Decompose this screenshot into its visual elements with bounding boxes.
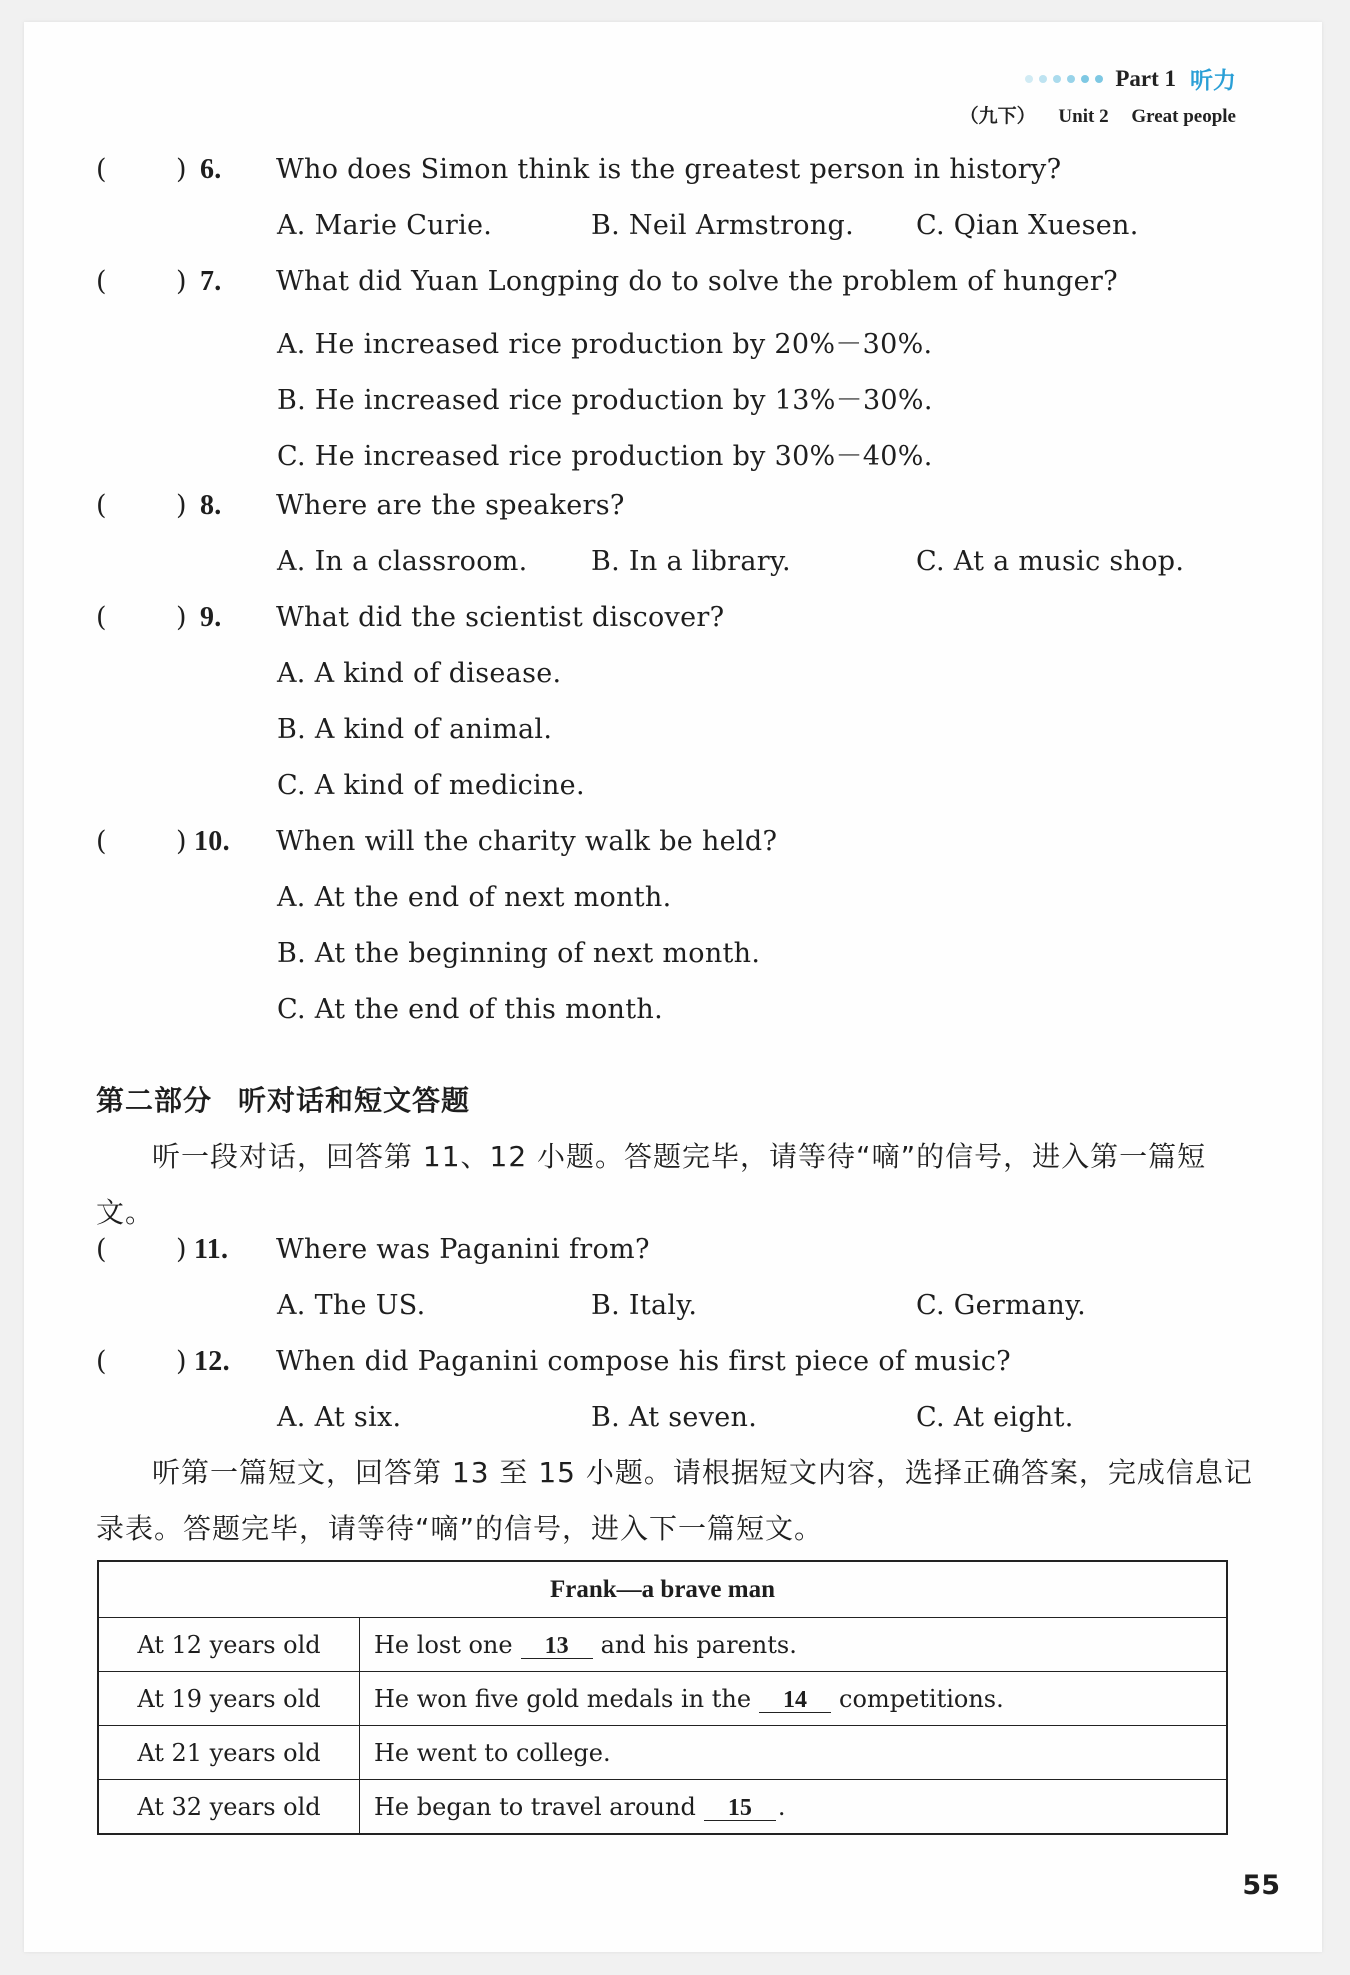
age-cell: At 32 years old — [98, 1780, 360, 1835]
instruction-paragraph-2: 听第一篇短文，回答第 13 至 15 小题。请根据短文内容，选择正确答案，完成信息记录表。答题完毕，请等待“嘀”的信号，进入下一篇短文。 — [96, 1456, 1253, 1545]
option-c: C. A kind of medicine. — [277, 770, 585, 801]
instruction-paragraph-1: 听一段对话，回答第 11、12 小题。答题完毕，请等待“嘀”的信号，进入第一篇短文。 — [96, 1140, 1207, 1229]
description-text: He won five gold medals in the — [374, 1684, 752, 1713]
age-cell: At 21 years old — [98, 1726, 360, 1780]
answer-paren-open[interactable]: ( — [96, 1234, 107, 1265]
answer-paren-open[interactable]: ( — [96, 1346, 107, 1377]
option-a: A. In a classroom. — [277, 546, 528, 577]
description-text: competitions. — [839, 1684, 1004, 1713]
option-a: A. At the end of next month. — [277, 882, 672, 913]
option-b: B. In a library. — [591, 546, 791, 577]
option-c: C. At the end of this month. — [277, 994, 663, 1025]
description-cell — [360, 1726, 1228, 1780]
answer-paren-open[interactable]: ( — [96, 154, 107, 185]
table-row — [98, 1618, 1227, 1672]
answer-paren-close: ) — [176, 266, 187, 297]
answer-paren-open[interactable]: ( — [96, 826, 107, 857]
description-text: . — [777, 1792, 786, 1821]
question-text: When will the charity walk be held? — [276, 826, 778, 857]
option-b: B. A kind of animal. — [277, 714, 553, 745]
info-record-table — [97, 1560, 1228, 1835]
part-label: Part 1 — [1115, 65, 1176, 91]
answer-paren-close: ) — [176, 154, 187, 185]
part-chinese-title: 听力 — [1190, 68, 1236, 94]
question-number: 9. — [200, 602, 222, 633]
question-text: What did Yuan Longping do to solve the problem of hunger? — [276, 266, 1118, 297]
option-a: A. He increased rice production by 20%－30%. — [277, 329, 933, 360]
decorative-dots-icon — [1025, 75, 1103, 83]
option-b: B. Italy. — [591, 1290, 698, 1321]
section-heading — [96, 1079, 470, 1119]
age-cell: At 19 years old — [98, 1672, 360, 1726]
question-number: 10. — [194, 826, 230, 857]
answer-paren-close: ) — [176, 490, 187, 521]
description-text: He went to college. — [374, 1738, 611, 1767]
question-text: Where are the speakers? — [276, 490, 625, 521]
question-number: 12. — [194, 1346, 230, 1377]
age-cell: At 12 years old — [98, 1618, 360, 1672]
table-title: Frank—a brave man — [98, 1561, 1227, 1618]
question-number: 8. — [200, 490, 222, 521]
unit-title: Great people — [1131, 106, 1236, 127]
answer-paren-open[interactable]: ( — [96, 266, 107, 297]
table-row — [98, 1780, 1227, 1835]
workbook-page — [24, 22, 1322, 1952]
option-a: A. A kind of disease. — [277, 658, 562, 689]
question-text: Who does Simon think is the greatest person in history? — [276, 154, 1062, 185]
option-c: C. He increased rice production by 30%－40%. — [277, 441, 933, 472]
page-number: 55 — [1242, 1870, 1280, 1901]
option-c: C. At a music shop. — [916, 546, 1185, 577]
section-subtitle: 听对话和短文答题 — [238, 1084, 471, 1117]
option-b: B. Neil Armstrong. — [591, 210, 854, 241]
answer-paren-open[interactable]: ( — [96, 490, 107, 521]
question-number: 7. — [200, 266, 222, 297]
description-text: He lost one — [374, 1630, 513, 1659]
description-cell — [360, 1780, 1228, 1835]
question-text: When did Paganini compose his first piece of music? — [276, 1346, 1011, 1377]
section-number: 第二部分 — [96, 1084, 213, 1117]
option-a: A. Marie Curie. — [277, 210, 493, 241]
answer-blank-15[interactable]: 15 — [704, 1796, 776, 1821]
option-a: A. At six. — [277, 1402, 402, 1433]
answer-paren-open[interactable]: ( — [96, 602, 107, 633]
answer-blank-14[interactable]: 14 — [759, 1688, 831, 1713]
option-c: C. At eight. — [916, 1402, 1074, 1433]
answer-paren-close: ) — [176, 1346, 187, 1377]
option-b: B. At the beginning of next month. — [277, 938, 761, 969]
description-text: He began to travel around — [374, 1792, 696, 1821]
unit-label: Unit 2 — [1058, 106, 1109, 127]
answer-paren-close: ) — [176, 1234, 187, 1265]
question-number: 11. — [194, 1234, 229, 1265]
option-c: C. Qian Xuesen. — [916, 210, 1139, 241]
table-header-row — [98, 1561, 1227, 1618]
table-row — [98, 1672, 1227, 1726]
description-text: and his parents. — [600, 1630, 797, 1659]
answer-blank-13[interactable]: 13 — [521, 1634, 593, 1659]
description-cell — [360, 1618, 1228, 1672]
question-text: What did the scientist discover? — [276, 602, 725, 633]
answer-paren-close: ) — [176, 602, 187, 633]
option-b: B. At seven. — [591, 1402, 758, 1433]
answer-paren-close: ) — [176, 826, 187, 857]
description-cell — [360, 1672, 1228, 1726]
page-header — [960, 62, 1236, 128]
option-b: B. He increased rice production by 13%－30%. — [277, 385, 933, 416]
option-a: A. The US. — [277, 1290, 426, 1321]
grade-label: （九下） — [959, 106, 1036, 127]
table-row — [98, 1726, 1227, 1780]
option-c: C. Germany. — [916, 1290, 1086, 1321]
question-text: Where was Paganini from? — [276, 1234, 650, 1265]
question-number: 6. — [200, 154, 222, 185]
